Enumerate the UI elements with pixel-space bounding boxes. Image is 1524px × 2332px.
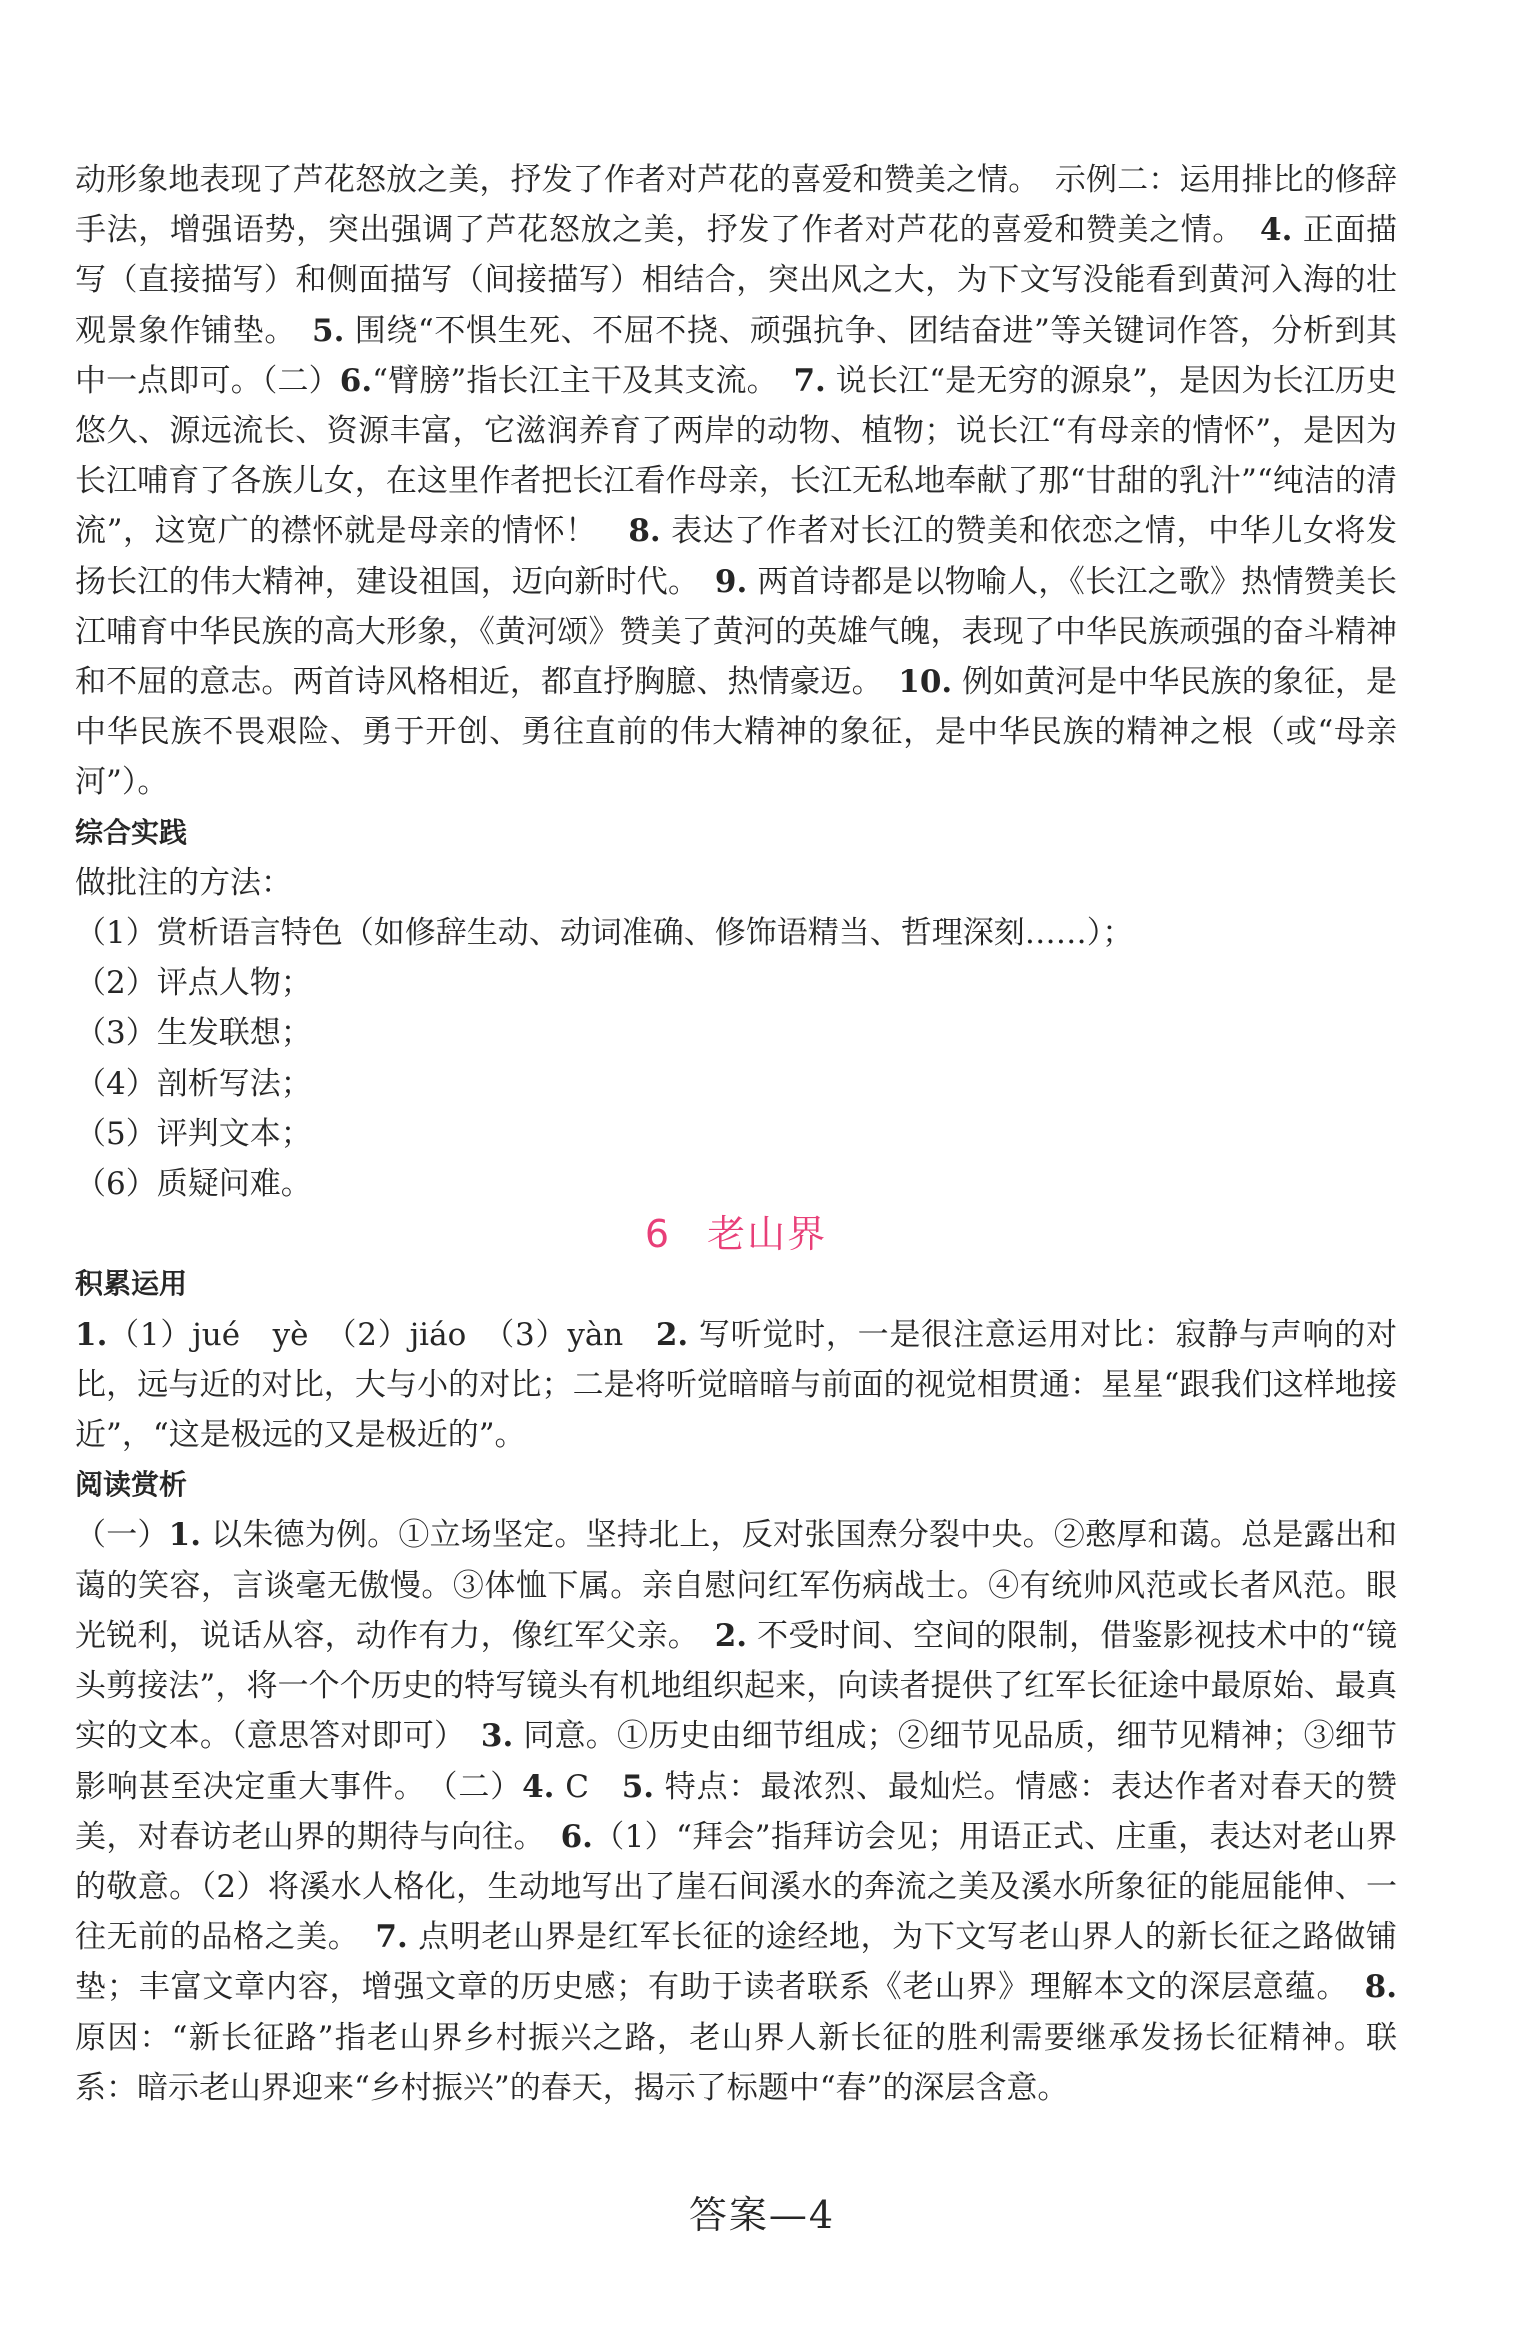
page-footer: 答案—4 <box>688 2193 836 2237</box>
reading-answers: （一）1. 以朱德为例。①立场坚定。坚持北上，反对张国焘分裂中央。②憨厚和蔼。总是露出和蔼的笑容，言谈毫无傲慢。③体恤下属。亲自慰问红军伤病战士。④有统帅风范或长者风范。眼光锐利，说话从容，动作有力，像红军父亲。 2. 不受时间、空间的限制，借鉴影视技术中的“镜头剪接法”，将一个个历史的特写镜头有机地组织起来，向读者提供了红军长征途中最原始、最真实的文本。（意思答对即可） 3. 同意。①历史由细节组成；②细节见品质，细节见精神；③细节影响甚至决定重大事件。 （二）4. C 5. 特点：最浓烈、最灿烂。情感：表达作者对春天的赞美，对春访老山界的期待与向往。 6.（1）“拜会”指拜访会见；用语正式、庄重，表达对老山界的敬意。（2）将溪水人格化，生动地写出了崖石间溪水的奔流之美及溪水所象征的能屈能伸、一往无前的品格之美。 7. 点明老山界是红军长征的途经地，为下文写老山界人的新长征之路做铺垫；丰富文章内容，增强文章的历史感；有助于读者联系《老山界》理解本文的深层意蕴。 8. 原因：“新长征路”指老山界乡村振兴之路，老山界人新长征的胜利需要继承发扬长征精神。联系：暗示老山界迎来“乡村振兴”的春天，揭示了标题中“春”的深层含意。 <box>75 1517 1398 2106</box>
answer-paragraph-lesson5: 动形象地表现了芦花怒放之美，抒发了作者对芦花的喜爱和赞美之情。 示例二：运用排比的修辞手法，增强语势，突出强调了芦花怒放之美，抒发了作者对芦花的喜爱和赞美之情。 4. 正面描写（直接描写）和侧面描写（间接描写）相结合，突出风之大，为下文写没能看到黄河入海的壮观景象作铺垫。 5. 围绕“不惧生死、不屈不挠、顽强抗争、团结奋进”等关键词作答，分析到其中一点即可。（二）6.“臂膀”指长江主干及其支流。 7. 说长江“是无穷的源泉”，是因为长江历史悠久、源远流长、资源丰富，它滋润养育了两岸的动物、植物；说长江“有母亲的情怀”，是因为长江哺育了各族儿女，在这里作者把长江看作母亲，长江无私地奉献了那“甘甜的乳汁”“纯洁的清流”，这宽广的襟怀就是母亲的情怀！ 8. 表达了作者对长江的赞美和依恋之情，中华儿女将发扬长江的伟大精神，建设祖国，迈向新时代。 9. 两首诗都是以物喻人，《长江之歌》热情赞美长江哺育中华民族的高大形象，《黄河颂》赞美了黄河的英雄气魄，表现了中华民族顽强的奋斗精神和不屈的意志。两首诗风格相近，都直抒胸臆、热情豪迈。 10. 例如黄河是中华民族的象征，是中华民族不畏艰险、勇于开创、勇往直前的伟大精神的象征，是中华民族的精神之根（或“母亲河”）。 <box>75 162 1398 801</box>
practice-item: （2）评点人物； <box>75 965 312 1002</box>
practice-item: （5）评判文本； <box>75 1115 312 1152</box>
practice-item: （6）质疑问难。 <box>75 1166 312 1203</box>
answer-content <box>75 155 1397 2113</box>
practice-item: （1）赏析语言特色（如修辞生动、动词准确、修饰语精当、哲理深刻……）； <box>75 915 1134 952</box>
section-heading-practice: 综合实践 <box>75 815 188 849</box>
lesson-title <box>75 1209 1397 1259</box>
practice-item: （3）生发联想； <box>75 1015 312 1052</box>
lesson-name: 老山界 <box>707 1212 828 1257</box>
practice-intro: 做批注的方法： <box>75 864 292 901</box>
practice-item: （4）剖析写法； <box>75 1065 312 1102</box>
lesson-number: 6 <box>644 1212 672 1257</box>
section-heading-accumulate: 积累运用 <box>75 1267 188 1301</box>
accumulate-answers: 1.（1）jué yè （2）jiáo （3）yàn 2. 写听觉时，一是很注意运用对比：寂静与声响的对比，远与近的对比，大与小的对比；二是将听觉暗暗与前面的视觉相贯通：星星“跟我们这样地接近”，“这是极远的又是极近的”。 <box>75 1316 1397 1454</box>
section-heading-reading: 阅读赏析 <box>75 1468 188 1502</box>
